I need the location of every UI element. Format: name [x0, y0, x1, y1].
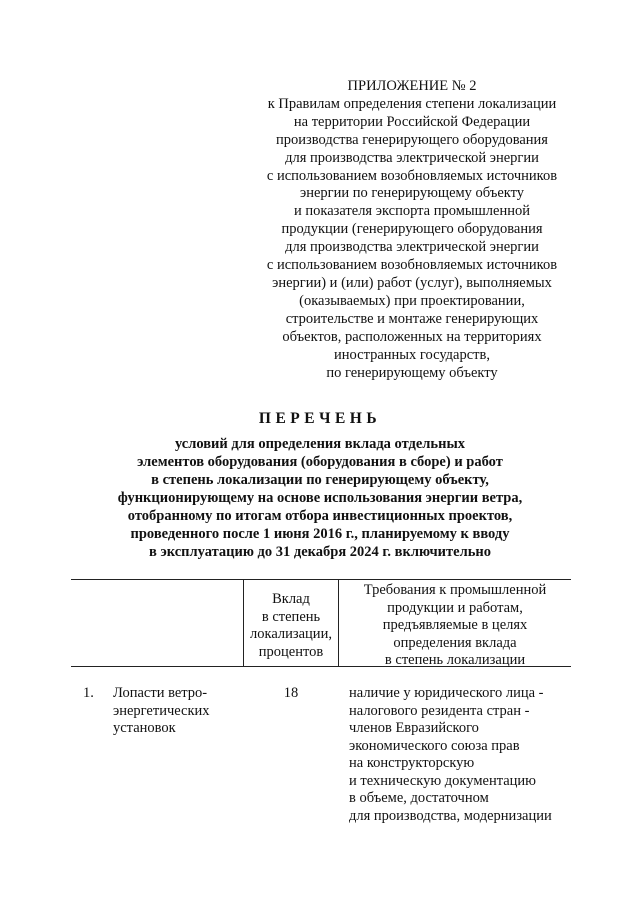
appendix-line: с использованием возобновляемых источников — [266, 257, 558, 274]
table-top-rule — [71, 579, 571, 580]
heading-line: в эксплуатацию до 31 декабря 2024 г. включительно — [149, 544, 491, 560]
heading-line: функционирующему на основе использования энергии ветра, — [117, 490, 523, 506]
requirement-line: членов Евразийского — [349, 720, 479, 736]
heading-line: отобранному по итогам отбора инвестиционных проектов, — [127, 508, 513, 524]
requirement-line: наличие у юридического лица - — [349, 685, 544, 701]
header-line: определения вклада — [393, 634, 517, 651]
header-line: в степень — [261, 608, 321, 625]
appendix-line: по генерирующему объекту — [326, 364, 498, 381]
appendix-line: энергии по генерирующему объекту — [299, 185, 525, 202]
row-item-name — [113, 685, 241, 738]
list-heading — [60, 410, 580, 561]
appendix-line: для производства электрической энергии — [285, 239, 539, 256]
appendix-line: и показателя экспорта промышленной — [293, 203, 530, 220]
requirement-line: на конструкторскую — [349, 755, 475, 771]
item-name-line: энергетических — [113, 702, 210, 719]
row-number: 1. — [83, 685, 94, 701]
header-line: предъявляемые в целях — [382, 617, 528, 633]
appendix-line: к Правилам определения степени локализации — [267, 95, 557, 112]
heading-line: элементов оборудования (оборудования в сборе) и работ — [137, 454, 503, 470]
header-line: продукции и работам, — [387, 599, 523, 616]
requirement-line: и техническую документацию — [349, 772, 537, 789]
appendix-line: для производства электрической энергии — [285, 149, 539, 166]
requirement-line: налогового резидента стран - — [349, 702, 530, 719]
appendix-line: производства генерирующего оборудования — [276, 131, 548, 148]
requirement-line: в объеме, достаточном — [349, 790, 489, 806]
header-line: Вклад — [272, 591, 310, 607]
appendix-block — [250, 78, 574, 382]
appendix-title: ПРИЛОЖЕНИЕ № 2 — [347, 78, 477, 94]
header-line: локализации, — [250, 626, 332, 642]
appendix-line: энергии) и (или) работ (услуг), выполняемых — [272, 274, 552, 291]
row-requirements — [349, 685, 571, 825]
header-contribution — [244, 591, 338, 661]
appendix-line: с использованием возобновляемых источников — [266, 167, 558, 184]
header-requirements — [339, 582, 571, 670]
row-contribution-value: 18 — [283, 685, 299, 701]
item-name-line: Лопасти ветро- — [113, 685, 208, 701]
appendix-line: строительстве и монтаже генерирующих — [285, 310, 539, 327]
heading-line: в степень локализации по генерирующему объекту, — [151, 472, 489, 488]
requirement-line: для производства, модернизации — [349, 807, 552, 824]
header-line: процентов — [258, 643, 324, 660]
heading-line: условий для определения вклада отдельных — [174, 436, 466, 452]
appendix-line: продукции (генерирующего оборудования — [281, 221, 543, 238]
appendix-line: объектов, расположенных на территориях — [282, 328, 542, 345]
item-name-line: установок — [113, 720, 176, 736]
heading-title: ПЕРЕЧЕНЬ — [258, 410, 382, 427]
appendix-line: иностранных государств, — [334, 346, 490, 363]
header-line: в степень локализации — [384, 652, 526, 668]
appendix-line: (оказываемых) при проектировании, — [299, 292, 525, 309]
header-line: Требования к промышленной — [363, 582, 547, 598]
appendix-line: на территории Российской Федерации — [293, 113, 531, 130]
requirement-line: экономического союза прав — [349, 737, 520, 754]
heading-line: проведенного после 1 июня 2016 г., планируемому к вводу — [130, 526, 510, 542]
